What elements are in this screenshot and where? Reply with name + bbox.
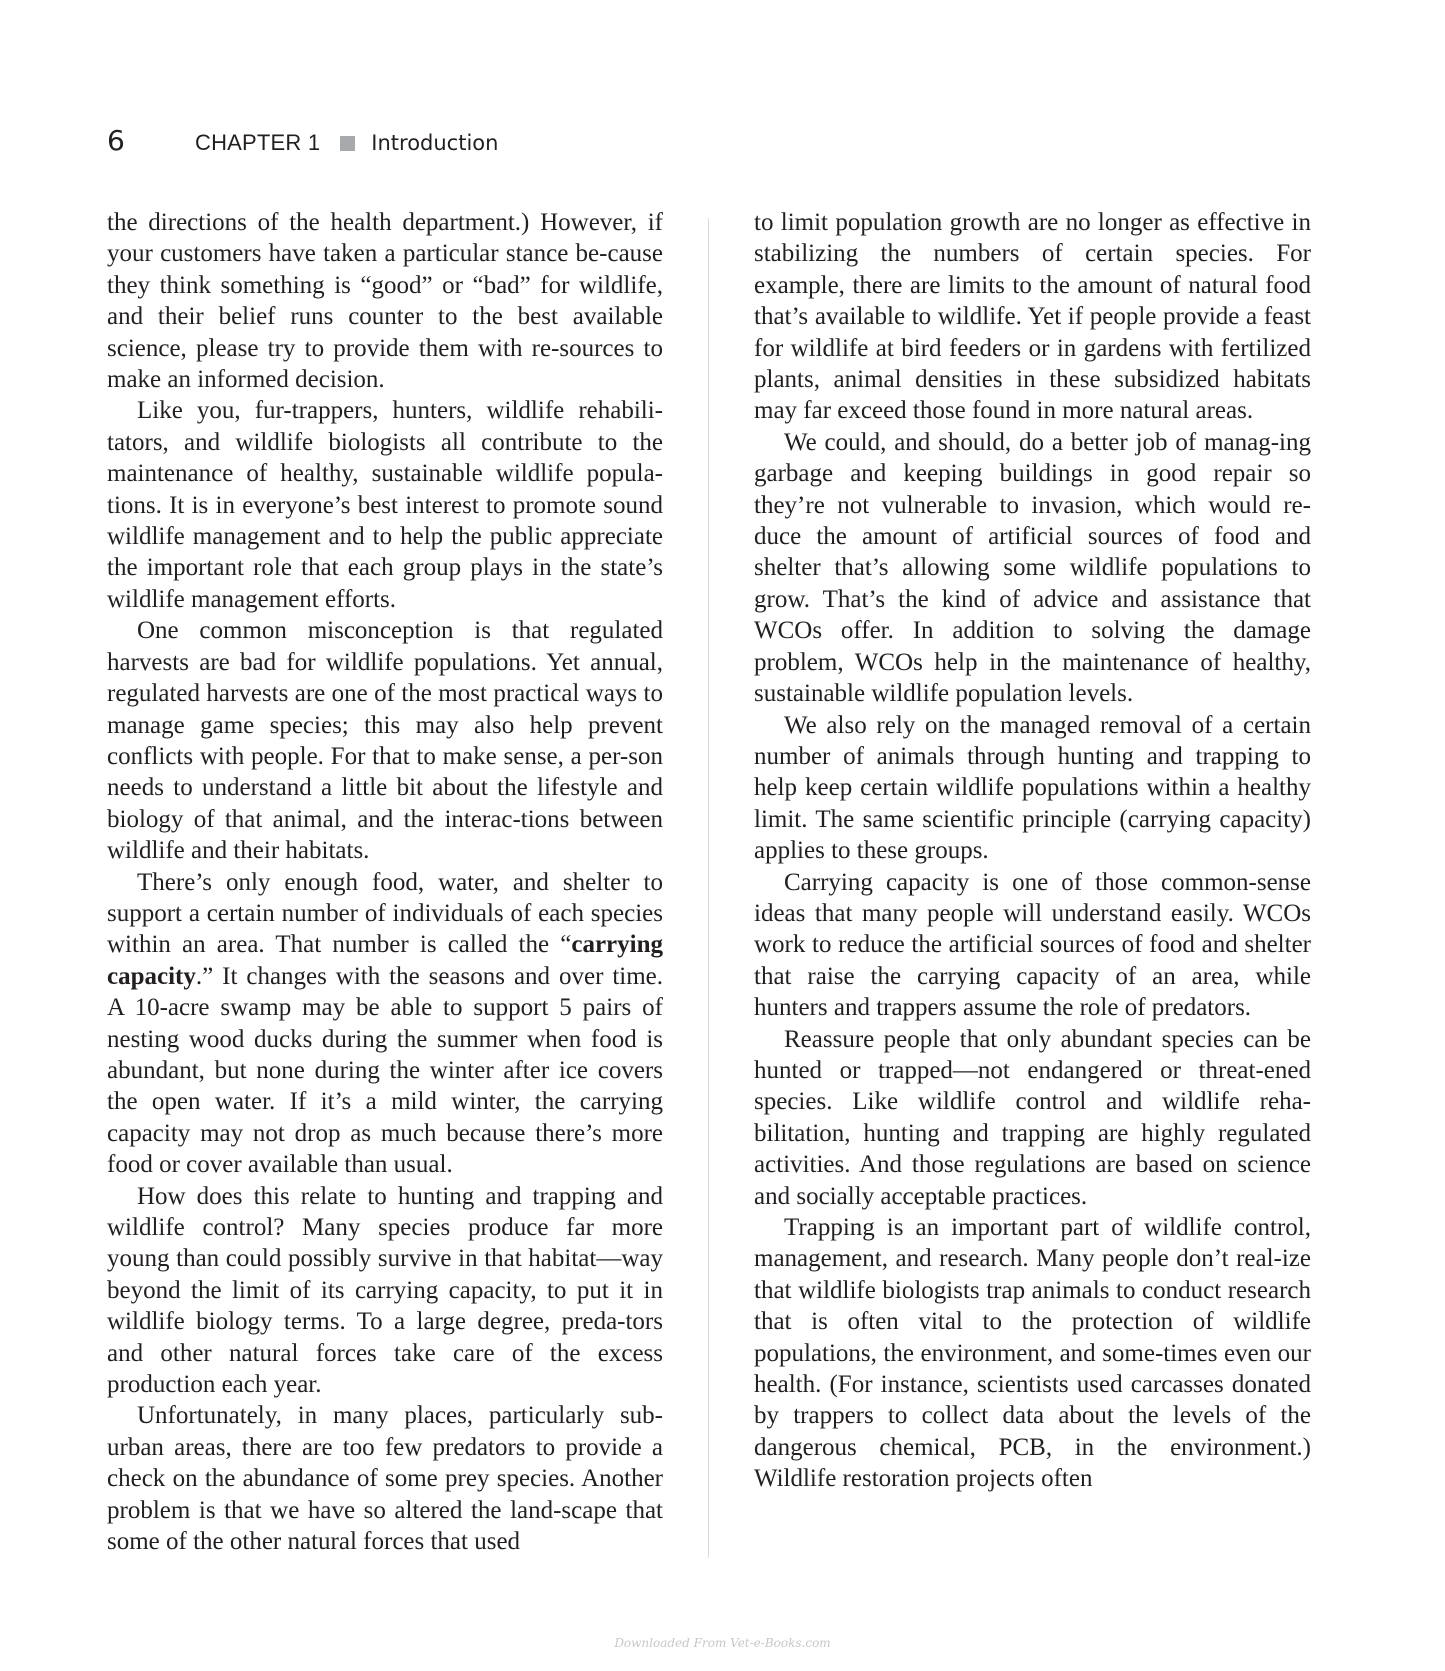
chapter-label: CHAPTER 1 [195,130,321,155]
right-column [754,207,1311,1495]
paragraph: Trapping is an important part of wildlife control, management, and research. Many people don’t real-ize that wildlife biologists trap animals to conduct research that is often vital to the protection of wildlife populations, the environment, and some-times even our health. (For instance, scientists used carcasses donated by trappers to collect data about the levels of the dangerous chemical, PCB, in the environment.) Wildlife restoration projects often [754,1214,1311,1493]
column-divider [708,218,709,1558]
running-header [107,124,498,164]
page-number: 6 [107,124,125,157]
watermark: Downloaded From Vet-e-Books.com [614,1636,831,1650]
paragraph: to limit population growth are no longer as effective in stabilizing the numbers of certain species. For example, there are limits to the amount of natural food that’s available to wildlife. Yet if people provide a feast for wildlife at bird feeders or in gardens with fertilized plants, animal densities in these subsidized habitats may far exceed those found in more natural areas. [754,209,1311,425]
left-column [107,207,663,1557]
paragraph: Reassure people that only abundant species can be hunted or trapped—not endangered or threat-ened species. Like wildlife control and wildlife reha-bilitation, hunting and trapping are highly regulated activities. And those regulations are based on science and socially acceptable practices. [754,1025,1311,1210]
paragraph: We also rely on the managed removal of a certain number of animals through hunting and trapping to help keep certain wildlife populations within a healthy limit. The same scientific principle (carrying capacity) applies to these groups. [754,711,1311,865]
paragraph [107,867,663,1181]
paragraph: the directions of the health department.) However, if your customers have taken a particular stance be-cause they think something is “good” or “bad” for wildlife, and their belief runs counter to the best available science, please try to provide them with re-sources to make an informed decision. [107,209,663,394]
paragraph: Like you, fur-trappers, hunters, wildlife rehabili-tators, and wildlife biologists all contribute to the maintenance of healthy, sustainable wildlife popula-tions. It is in everyone’s best interest to promote sound wildlife management and to help the public appreciate the important role that each group plays in the state’s wildlife management efforts. [107,397,663,613]
paragraph: Unfortunately, in many places, particularly sub-urban areas, there are too few predators to provide a check on the abundance of some prey species. Another problem is that we have so altered the land-scape that some of the other natural forces that used [107,1402,663,1556]
paragraph-text: .” It changes with the seasons and over time. A 10-acre swamp may be able to support 5 pairs of nesting wood ducks during the summer when food is abundant, but none during the winter after ice covers the open water. If it’s a mild winter, the carrying capacity may not drop as much because there’s more food or cover available than usual. [107,962,663,1179]
paragraph-text: There’s only enough food, water, and shelter to support a certain number of individuals of each species within an area. That number is called the “ [107,868,663,959]
paragraph: We could, and should, do a better job of manag-ing garbage and keeping buildings in good repair so they’re not vulnerable to invasion, which would re-duce the amount of artificial sources of food and shelter that’s allowing some wildlife populations to grow. That’s the kind of advice and assistance that WCOs offer. In addition to solving the damage problem, WCOs help in the maintenance of healthy, sustainable wildlife population levels. [754,428,1311,708]
key-term: carrying capacity [107,931,663,990]
paragraph: Carrying capacity is one of those common-sense ideas that many people will understand easily. WCOs work to reduce the artificial sources of food and shelter that raise the carrying capacity of an area, while hunters and trappers assume the role of predators. [754,868,1311,1022]
paragraph: How does this relate to hunting and trapping and wildlife control? Many species produce far more young than could possibly survive in that habitat—way beyond the limit of its carrying capacity, to put it in wildlife biology terms. To a large degree, preda-tors and other natural forces take care of the excess production each year. [107,1182,663,1399]
separator-square-icon [340,136,355,151]
section-title: Introduction [371,131,499,155]
paragraph: One common misconception is that regulated harvests are bad for wildlife populations. Yet annual, regulated harvests are one of the most practical ways to manage game species; this may also help prevent conflicts with people. For that to make sense, a per-son needs to understand a little bit about the lifestyle and biology of that animal, and the interac-tions between wildlife and their habitats. [107,617,663,865]
